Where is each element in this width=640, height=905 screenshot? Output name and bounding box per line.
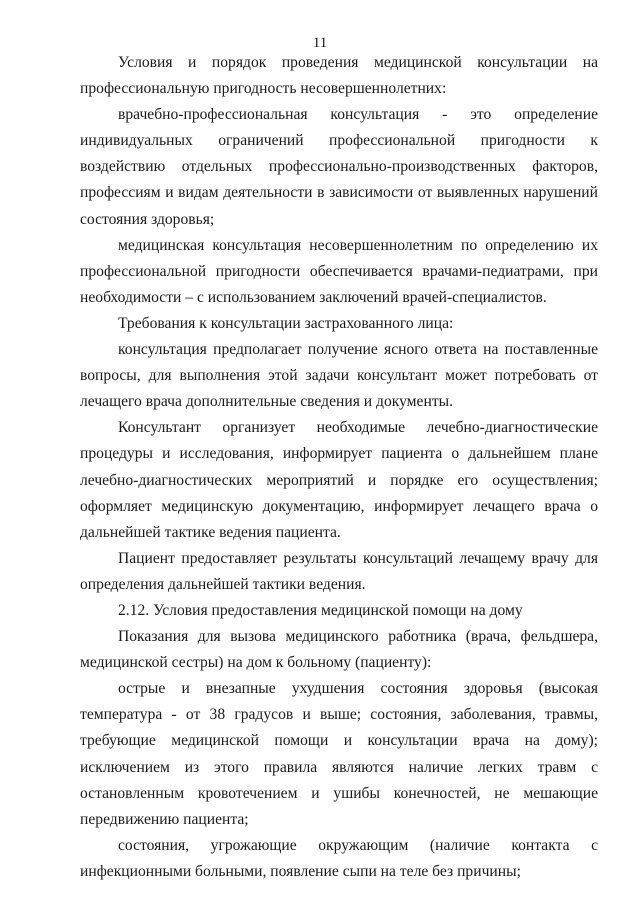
paragraph-consultation-answer: консультация предполагает получение ясного ответа на поставленные вопросы, для выполнения этой задачи консультант может потребовать от лечащего врача дополнительные сведения и документы. <box>80 341 598 411</box>
paragraph-consultant-duties: Консультант организует необходимые лечебно-диагностические процедуры и исследования, информирует пациента о дальнейшем плане лечебно-диагностических мероприятий и порядке его осуществления; оформляет медицинскую документацию, информирует лечащего врача о дальнейшей тактике ведения пациента. <box>80 419 598 541</box>
paragraph-insured-requirements: Требования к консультации застрахованного лица: <box>118 314 454 332</box>
section-heading-home-care: 2.12. Условия предоставления медицинской помощи на дому <box>118 601 523 619</box>
paragraph-patient-results: Пациент предоставляет результаты консультаций лечащему врачу для определения дальнейшей тактики ведения. <box>80 549 598 593</box>
paragraph-threatening-conditions: состояния, угрожающие окружающим (наличие контакта с инфекционными больными, появление сыпи на теле без причины; <box>80 836 598 880</box>
paragraph-professional-consultation-definition: врачебно-профессиональная консультация - это определение индивидуальных ограничений профессиональной пригодности к воздействию отдельных профессионально-производственных факторов, профессиям и видам деятельности в зависимости от выявленных нарушений состояния здоровья; <box>80 106 598 228</box>
paragraph-home-call-indications: Показания для вызова медицинского работника (врача, фельдшера, медицинской сестры) на дом к больному (пациенту): <box>80 628 598 672</box>
page-number: 11 <box>312 35 328 51</box>
paragraph-consultation-conditions: Условия и порядок проведения медицинской консультации на профессиональную пригодность несовершеннолетних: <box>80 54 598 98</box>
paragraph-minors-consultation: медицинская консультация несовершеннолетним по определению их профессиональной пригодности обеспечивается врачами-педиатрами, при необходимости – с использованием заключений врачей-специалистов. <box>80 236 598 306</box>
paragraph-acute-conditions: острые и внезапные ухудшения состояния здоровья (высокая температура - от 38 градусов и выше; состояния, заболевания, травмы, требующие медицинской помощи и консультации врача на дому); исключением из этого правила являются наличие легких травм с остановленным кровотечением и ушибы конечностей, не мешающие передвижению пациента; <box>80 680 598 828</box>
document-body <box>80 50 598 885</box>
